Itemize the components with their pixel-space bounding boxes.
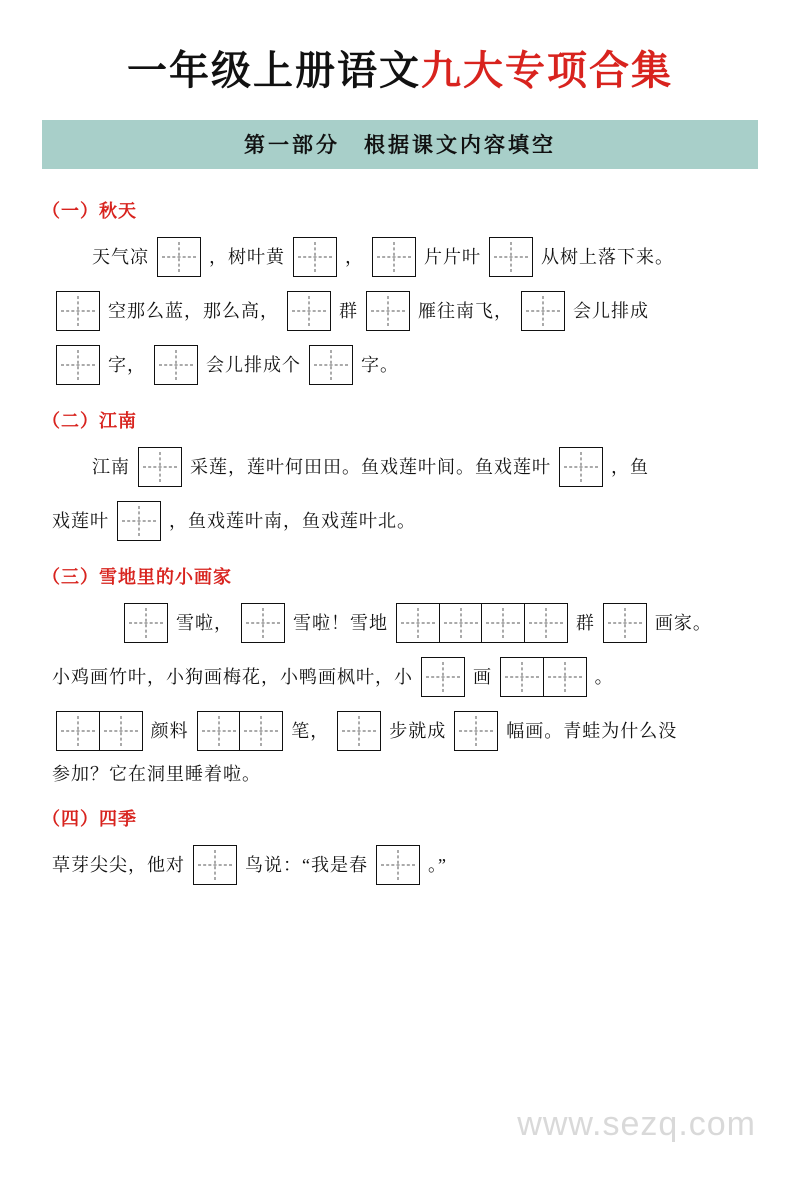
answer-box[interactable] — [366, 291, 410, 331]
answer-box-group[interactable] — [157, 237, 201, 277]
line-text: 群 — [575, 613, 595, 633]
exercise-line — [42, 291, 758, 331]
exercise-line — [42, 711, 758, 751]
answer-box-group[interactable] — [154, 345, 198, 385]
answer-box[interactable] — [197, 711, 241, 751]
answer-box[interactable] — [337, 711, 381, 751]
line-text: 群 — [339, 301, 358, 321]
section-banner: 第一部分 根据课文内容填空 — [42, 120, 758, 169]
answer-box-group[interactable] — [421, 657, 465, 697]
answer-box-group[interactable] — [489, 237, 533, 277]
answer-box-group[interactable] — [117, 501, 161, 541]
line-text: ，树叶黄 — [209, 247, 285, 267]
answer-box-group[interactable] — [396, 603, 568, 643]
answer-box-group[interactable] — [241, 603, 285, 643]
worksheet-content — [42, 169, 758, 885]
answer-box[interactable] — [138, 447, 182, 487]
answer-box[interactable] — [239, 711, 283, 751]
answer-box-group[interactable] — [376, 845, 420, 885]
answer-box[interactable] — [56, 711, 100, 751]
line-text: 笔， — [291, 721, 330, 741]
line-text: 空那么蓝，那么高， — [108, 301, 279, 321]
line-text: 小鸡画竹叶，小狗画梅花，小鸭画枫叶，小 — [52, 667, 413, 687]
exercise-line — [42, 845, 758, 885]
answer-box[interactable] — [117, 501, 161, 541]
line-text: 鸟说：“我是春 — [245, 855, 368, 875]
answer-box[interactable] — [56, 291, 100, 331]
line-text: 画 — [473, 667, 492, 687]
page-title — [0, 48, 800, 94]
line-text: 草芽尖尖，他对 — [52, 855, 185, 875]
exercise-line — [42, 345, 758, 385]
line-text: 雪啦！雪地 — [293, 613, 388, 633]
answer-box[interactable] — [439, 603, 483, 643]
line-text: ，鱼戏莲叶南，鱼戏莲叶北。 — [169, 511, 416, 531]
answer-box[interactable] — [376, 845, 420, 885]
line-text: ， — [345, 247, 364, 267]
answer-box[interactable] — [124, 603, 168, 643]
line-text: 颜料 — [150, 721, 189, 741]
answer-box[interactable] — [603, 603, 647, 643]
answer-box-group[interactable] — [372, 237, 416, 277]
answer-box-group[interactable] — [521, 291, 565, 331]
answer-box-group[interactable] — [56, 291, 100, 331]
answer-box-group[interactable] — [56, 345, 100, 385]
line-text: 会儿排成个 — [206, 355, 301, 375]
exercise-line — [42, 657, 758, 697]
answer-box[interactable] — [481, 603, 525, 643]
exercise-line — [42, 603, 758, 643]
answer-box[interactable] — [56, 345, 100, 385]
answer-box-group[interactable] — [197, 711, 284, 751]
answer-box[interactable] — [287, 291, 331, 331]
line-text: 画家。 — [654, 613, 712, 633]
watermark: www.sezq.com — [517, 1105, 756, 1143]
answer-box[interactable] — [559, 447, 603, 487]
line-text: 。 — [594, 667, 614, 687]
answer-box[interactable] — [489, 237, 533, 277]
answer-box[interactable] — [454, 711, 498, 751]
page-title-black: 一年级上册语文 — [127, 48, 421, 93]
exercise-line — [42, 501, 758, 541]
worksheet-page — [0, 48, 800, 1180]
line-text: 。” — [428, 855, 447, 875]
line-text: 字， — [108, 355, 146, 375]
line-text: 雁往南飞， — [418, 301, 513, 321]
section-heading: （一）秋天 — [42, 201, 137, 221]
answer-box-group[interactable] — [500, 657, 587, 697]
answer-box-group[interactable] — [56, 711, 143, 751]
line-text: 天气凉 — [92, 247, 149, 267]
answer-box[interactable] — [543, 657, 587, 697]
answer-box-group[interactable] — [337, 711, 381, 751]
page-title-red: 九大专项合集 — [421, 48, 673, 93]
answer-box[interactable] — [157, 237, 201, 277]
exercise-line — [42, 765, 758, 783]
section-heading: （三）雪地里的小画家 — [42, 567, 232, 587]
line-text: 采莲，莲叶何田田。鱼戏莲叶间。鱼戏莲叶 — [190, 457, 551, 477]
answer-box-group[interactable] — [309, 345, 353, 385]
line-text: 字。 — [361, 355, 399, 375]
answer-box[interactable] — [99, 711, 143, 751]
answer-box-group[interactable] — [454, 711, 498, 751]
line-text: 戏莲叶 — [52, 511, 109, 531]
answer-box-group[interactable] — [293, 237, 337, 277]
answer-box-group[interactable] — [559, 447, 603, 487]
answer-box[interactable] — [293, 237, 337, 277]
line-text: 片片叶 — [424, 247, 481, 267]
line-text: 从树上落下来。 — [541, 247, 674, 267]
answer-box[interactable] — [309, 345, 353, 385]
line-text: 参加？它在洞里睡着啦。 — [52, 764, 261, 784]
line-text: 幅画。青蛙为什么没 — [506, 721, 678, 741]
section-heading: （四）四季 — [42, 809, 137, 829]
line-text: ，鱼 — [611, 457, 649, 477]
answer-box[interactable] — [524, 603, 568, 643]
exercise-line — [42, 237, 758, 277]
line-text: 江南 — [92, 457, 130, 477]
answer-box[interactable] — [241, 603, 285, 643]
answer-box-group[interactable] — [138, 447, 182, 487]
answer-box-group[interactable] — [287, 291, 331, 331]
answer-box-group[interactable] — [193, 845, 237, 885]
line-text: 步就成 — [389, 721, 447, 741]
section-heading: （二）江南 — [42, 411, 137, 431]
answer-box-group[interactable] — [366, 291, 410, 331]
answer-box[interactable] — [154, 345, 198, 385]
answer-box-group[interactable] — [124, 603, 168, 643]
answer-box[interactable] — [396, 603, 440, 643]
answer-box[interactable] — [421, 657, 465, 697]
exercise-line — [42, 447, 758, 487]
line-text: 雪啦， — [176, 613, 233, 633]
line-text: 会儿排成 — [573, 301, 649, 321]
answer-box[interactable] — [500, 657, 544, 697]
answer-box[interactable] — [521, 291, 565, 331]
answer-box[interactable] — [193, 845, 237, 885]
answer-box[interactable] — [372, 237, 416, 277]
answer-box-group[interactable] — [603, 603, 647, 643]
